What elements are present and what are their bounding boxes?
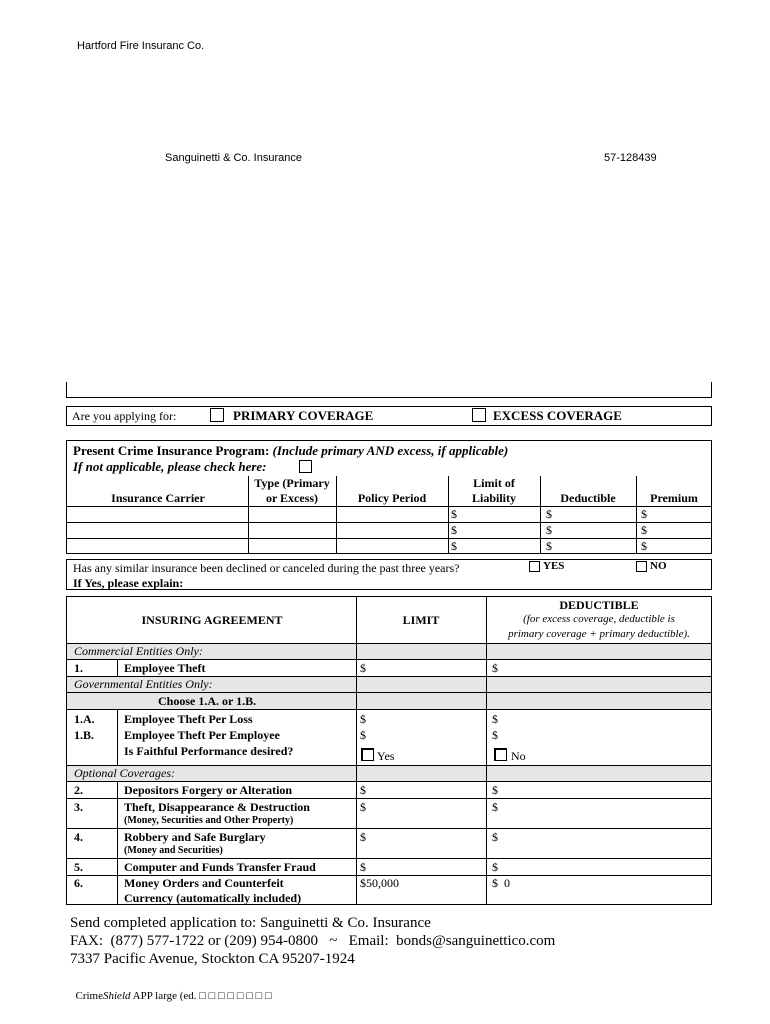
col-type-1: Type (Primary xyxy=(254,476,330,490)
form-id-suffix: APP large (ed. □ □ □ □ □ □ □ □ xyxy=(130,990,272,1002)
col-premium: Premium xyxy=(650,491,698,505)
row3-sub: (Money, Securities and Other Property) xyxy=(124,815,294,826)
row1b-name: Employee Theft Per Employee xyxy=(124,728,280,742)
program-row-2-premium[interactable]: $ xyxy=(641,523,647,537)
declined-no-label: NO xyxy=(650,560,667,572)
declined-question: Has any similar insurance been declined or canceled during the past three years? xyxy=(73,561,460,575)
row5-deductible[interactable]: $ xyxy=(492,860,498,874)
row5-num: 5. xyxy=(74,860,83,874)
section-bracket-left xyxy=(66,382,67,398)
col-period: Policy Period xyxy=(357,491,427,505)
limit-header: LIMIT xyxy=(402,613,440,627)
row4-name: Robbery and Safe Burglary xyxy=(124,830,266,844)
commercial-label: Commercial Entities Only: xyxy=(74,644,203,658)
agr-vline-num xyxy=(117,659,118,676)
col-limit-2: Liability xyxy=(471,491,516,505)
agr-hline-choose xyxy=(66,709,712,710)
row3-limit[interactable]: $ xyxy=(360,800,366,814)
row1a-num: 1.A. xyxy=(74,712,95,726)
declined-no-checkbox[interactable] xyxy=(636,561,647,572)
excess-coverage-label: EXCESS COVERAGE xyxy=(493,408,622,423)
row6-num: 6. xyxy=(74,876,83,890)
row3-num: 3. xyxy=(74,800,83,814)
faithful-no-label: No xyxy=(511,749,526,763)
deductible-header: DEDUCTIBLE xyxy=(559,598,639,612)
row1b-limit[interactable]: $ xyxy=(360,728,366,742)
policy-number: 57-128439 xyxy=(604,152,657,164)
deductible-note-1: (for excess coverage, deductible is xyxy=(523,613,675,625)
col-deductible: Deductible xyxy=(560,491,616,505)
row6-limit[interactable]: $50,000 xyxy=(360,876,399,890)
program-vline-3 xyxy=(448,476,449,554)
primary-coverage-checkbox[interactable] xyxy=(210,408,224,422)
send-to-line: Send completed application to: Sanguinetti & Co. Insurance xyxy=(70,915,431,931)
row2-name: Depositors Forgery or Alteration xyxy=(124,783,293,797)
row1-deductible[interactable]: $ xyxy=(492,661,498,675)
row1-num: 1. xyxy=(74,661,83,675)
faithful-no-checkbox[interactable] xyxy=(494,748,507,761)
col-type-2: or Excess) xyxy=(265,491,319,505)
fax-email-line: FAX: (877) 577-1722 or (209) 954-0800 ~ Email: bonds@sanguinettico.com xyxy=(70,933,556,949)
row3-name: Theft, Disappearance & Destruction xyxy=(124,800,310,814)
not-applicable-checkbox[interactable] xyxy=(299,460,312,473)
program-row-1-limit[interactable]: $ xyxy=(451,507,457,521)
program-vline-2 xyxy=(336,476,337,554)
agreement-header: INSURING AGREEMENT xyxy=(141,613,283,627)
address-line: 7337 Pacific Avenue, Stockton CA 95207-1924 xyxy=(70,951,355,967)
not-applicable-label: If not applicable, please check here: xyxy=(73,459,267,474)
program-row-1-premium[interactable]: $ xyxy=(641,507,647,521)
optional-label: Optional Coverages: xyxy=(74,766,175,780)
agr-hline-row2 xyxy=(66,798,712,799)
excess-coverage-checkbox[interactable] xyxy=(472,408,486,422)
program-row-2-limit[interactable]: $ xyxy=(451,523,457,537)
row1b-num: 1.B. xyxy=(74,728,95,742)
row2-deductible[interactable]: $ xyxy=(492,783,498,797)
agr-vline-num-gov xyxy=(117,709,118,765)
program-row-3-premium[interactable]: $ xyxy=(641,539,647,553)
row4-sub: (Money and Securities) xyxy=(124,845,223,856)
row1a-deductible[interactable]: $ xyxy=(492,712,498,726)
applying-question: Are you applying for: xyxy=(72,409,177,423)
program-title-note: (Include primary AND excess, if applicable) xyxy=(272,443,509,458)
row3-deductible[interactable]: $ xyxy=(492,800,498,814)
agr-hline-optional xyxy=(66,781,712,782)
section-bracket-bottom xyxy=(66,397,712,398)
program-title-text: Present Crime Insurance Program: xyxy=(73,443,270,458)
faithful-yes-checkbox[interactable] xyxy=(361,748,374,761)
row5-name: Computer and Funds Transfer Fraud xyxy=(124,860,316,874)
row6-name: Money Orders and Counterfeit xyxy=(124,876,284,890)
program-hline-3 xyxy=(66,538,712,539)
declined-yes-label: YES xyxy=(543,560,565,572)
agr-vline-limit xyxy=(356,596,357,905)
program-hline-1 xyxy=(66,506,712,507)
program-row-3-limit[interactable]: $ xyxy=(451,539,457,553)
agr-hline-row3 xyxy=(66,828,712,829)
row1b-deductible[interactable]: $ xyxy=(492,728,498,742)
primary-coverage-label: PRIMARY COVERAGE xyxy=(233,408,374,423)
agr-vline-deductible xyxy=(486,596,487,905)
row1a-name: Employee Theft Per Loss xyxy=(124,712,253,726)
program-row-2-deductible[interactable]: $ xyxy=(546,523,552,537)
row1-name: Employee Theft xyxy=(124,661,206,675)
col-carrier: Insurance Carrier xyxy=(111,491,205,505)
col-limit-1: Limit of xyxy=(473,476,515,490)
row2-limit[interactable]: $ xyxy=(360,783,366,797)
row1-limit[interactable]: $ xyxy=(360,661,366,675)
program-hline-2 xyxy=(66,522,712,523)
carrier-name: Hartford Fire Insuranc Co. xyxy=(77,40,205,52)
program-row-3-deductible[interactable]: $ xyxy=(546,539,552,553)
choose-label: Choose 1.A. or 1.B. xyxy=(158,694,257,708)
deductible-note-2: primary coverage + primary deductible). xyxy=(508,628,690,640)
program-vline-5 xyxy=(636,476,637,554)
row6-deductible[interactable]: $ 0 xyxy=(492,876,510,890)
row6-name-2: Currency (automatically included) xyxy=(124,891,302,905)
form-id xyxy=(70,978,272,1002)
form-id-prefix: Crime xyxy=(75,990,103,1002)
agr-vline-num-opt xyxy=(117,781,118,905)
agr-hline-row4 xyxy=(66,858,712,859)
program-vline-1 xyxy=(248,476,249,554)
program-row-1-deductible[interactable]: $ xyxy=(546,507,552,521)
agr-hline-gov xyxy=(66,692,712,693)
program-vline-4 xyxy=(540,476,541,554)
form-id-brand: Shield xyxy=(103,990,131,1002)
section-bracket-right xyxy=(711,382,712,398)
program-title xyxy=(73,443,508,459)
row4-num: 4. xyxy=(74,830,83,844)
declined-explain: If Yes, please explain: xyxy=(73,576,184,590)
agency-name: Sanguinetti & Co. Insurance xyxy=(165,152,302,164)
governmental-label: Governmental Entities Only: xyxy=(74,677,213,691)
faithful-yes-label: Yes xyxy=(377,749,395,763)
agr-hline-commercial xyxy=(66,659,712,660)
row4-limit[interactable]: $ xyxy=(360,830,366,844)
row4-deductible[interactable]: $ xyxy=(492,830,498,844)
row1a-limit[interactable]: $ xyxy=(360,712,366,726)
faithful-question: Is Faithful Performance desired? xyxy=(124,744,294,758)
row2-num: 2. xyxy=(74,783,83,797)
row5-limit[interactable]: $ xyxy=(360,860,366,874)
declined-yes-checkbox[interactable] xyxy=(529,561,540,572)
